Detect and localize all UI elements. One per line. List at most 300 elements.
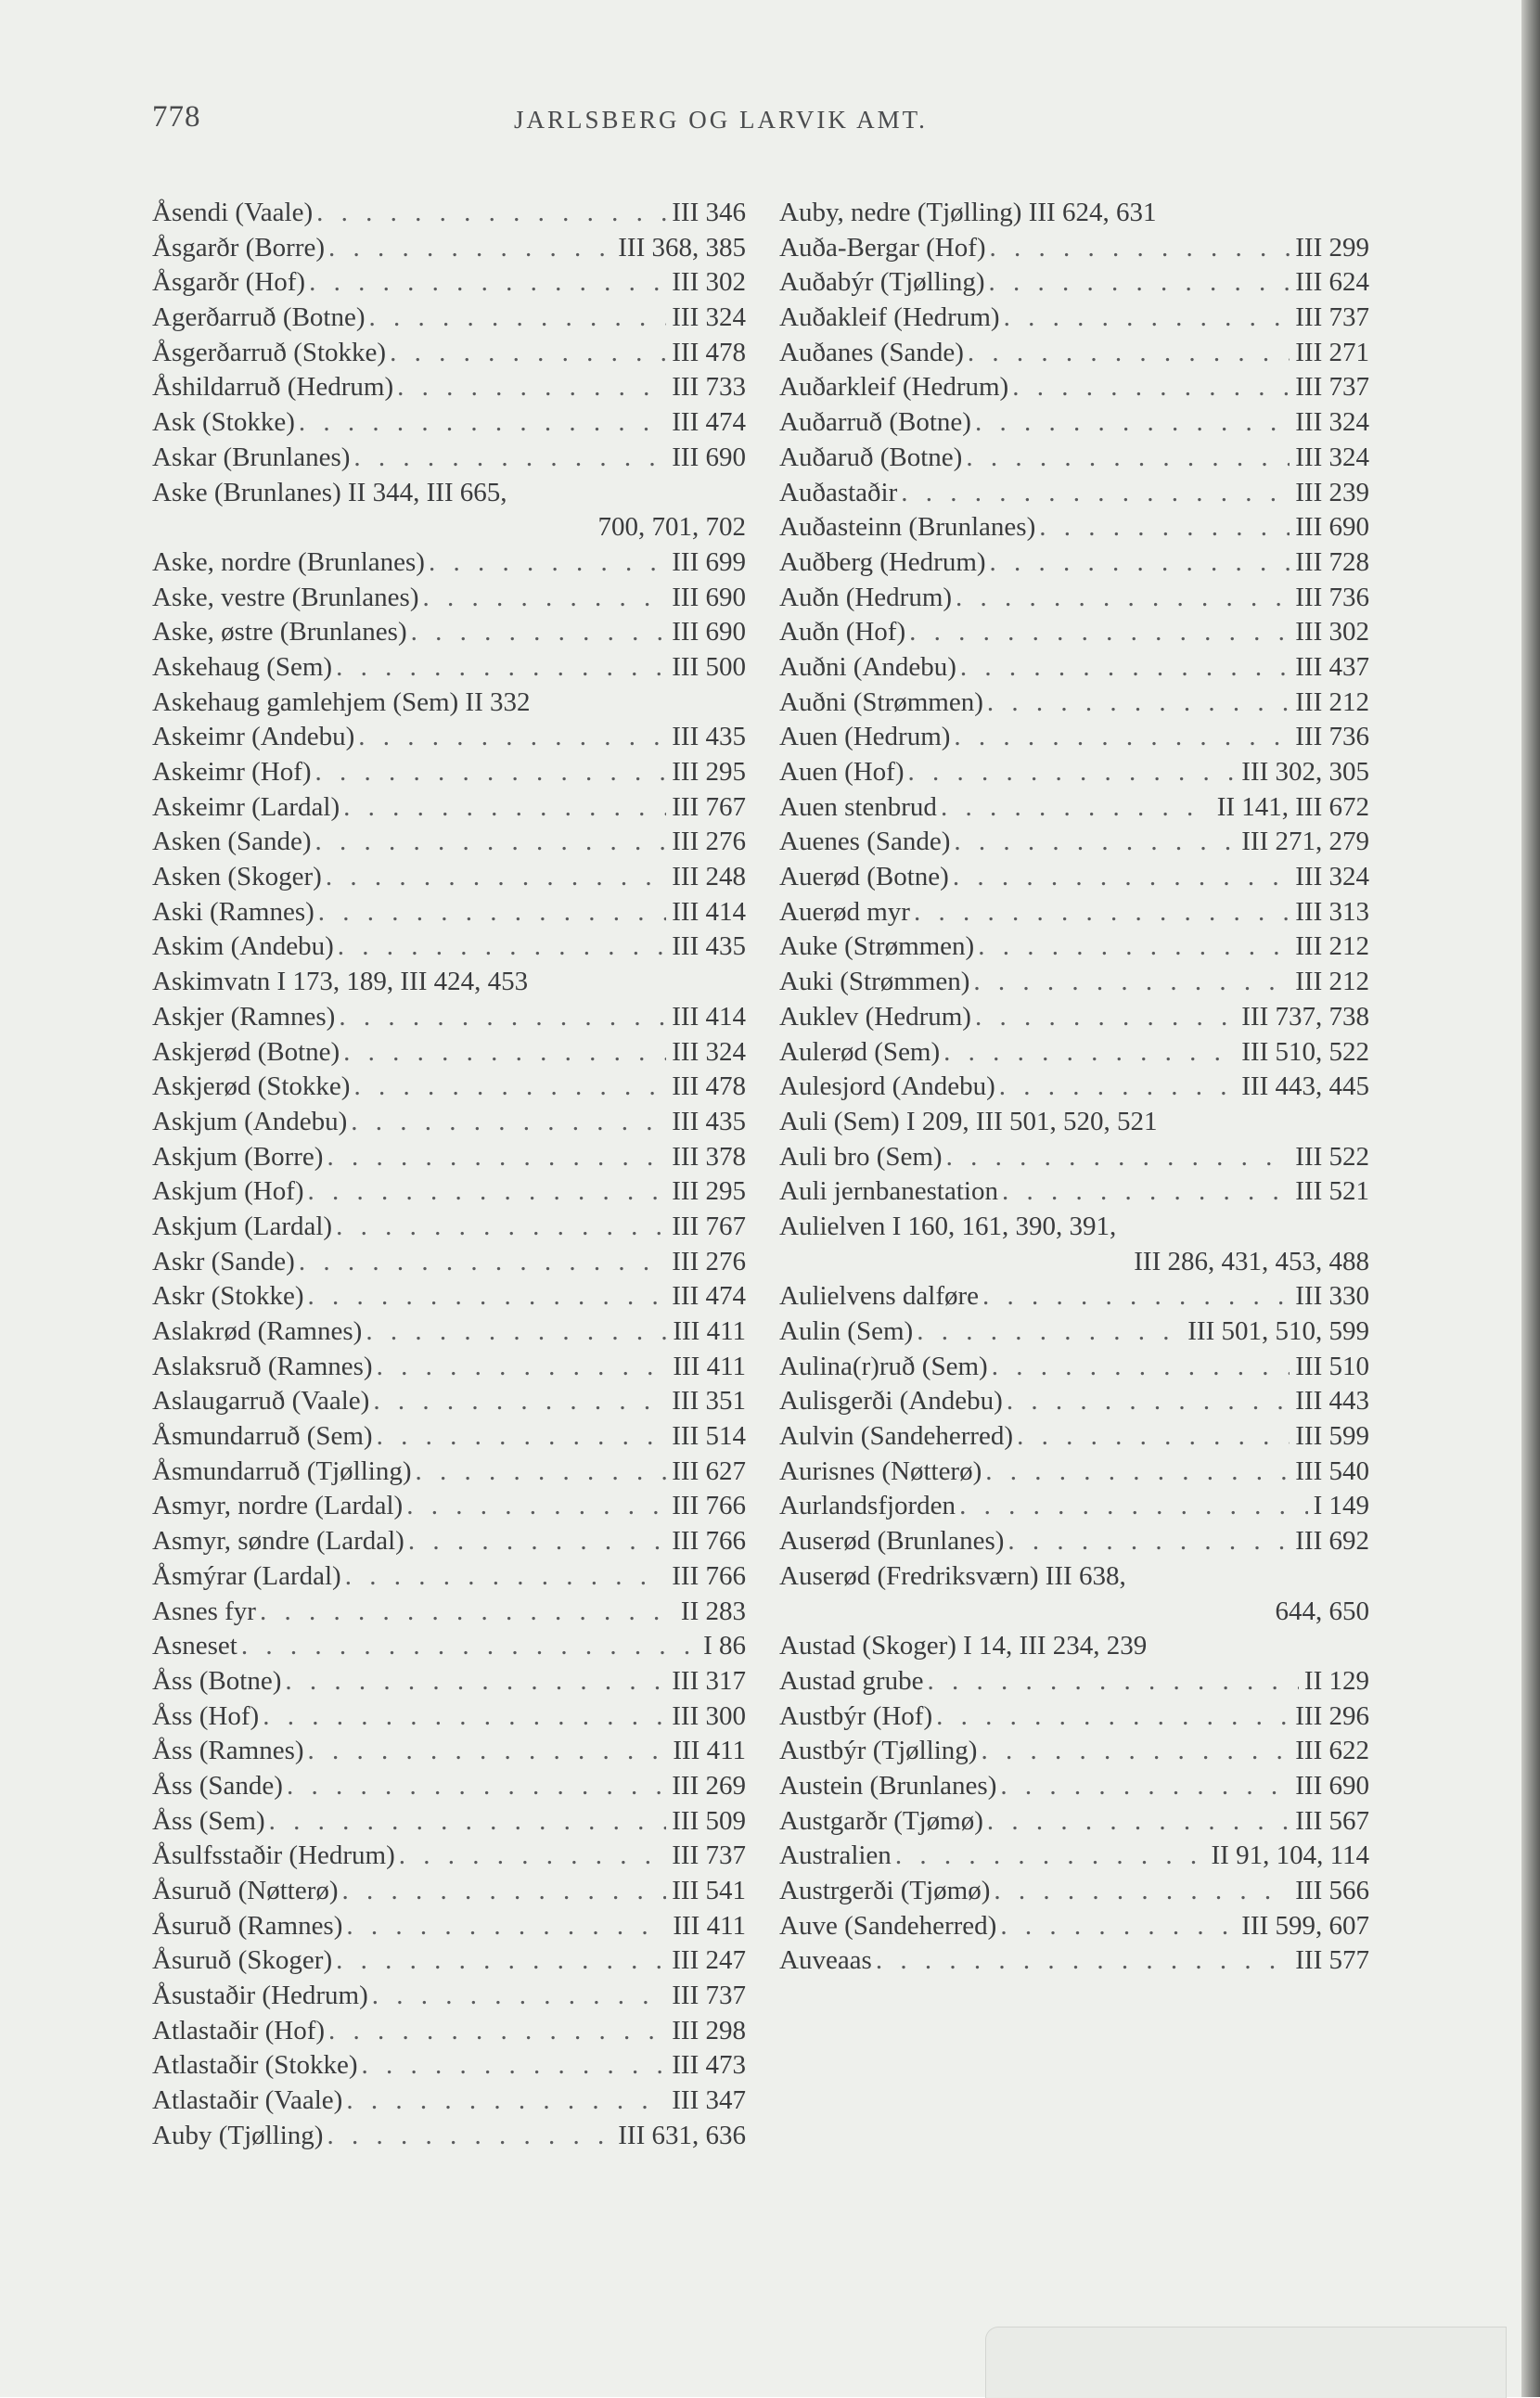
index-entry: [779, 1699, 1369, 1735]
entry-page-reference: III 767: [672, 1211, 746, 1241]
dot-leader: [345, 1559, 667, 1595]
index-entry: [779, 1384, 1369, 1419]
entry-page-reference: III 212: [1295, 686, 1369, 717]
index-entry: [152, 790, 746, 826]
dot-leader: [936, 1699, 1290, 1735]
entry-name: Auðn (Hof): [779, 617, 906, 648]
dot-leader: [269, 1804, 667, 1840]
dot-leader: [1017, 1419, 1290, 1455]
entry-name: Auða-Bergar (Hof): [779, 232, 986, 263]
index-entry: [779, 860, 1369, 895]
dot-leader: [954, 720, 1290, 755]
index-entry: [152, 825, 746, 860]
entry-page-reference: III 766: [672, 1491, 746, 1521]
index-entry: [779, 1140, 1369, 1175]
index-entry: [152, 895, 746, 930]
entry-name: Auen (Hof): [779, 757, 905, 787]
dot-leader: [960, 650, 1290, 686]
dot-leader: [408, 1524, 666, 1559]
entry-name: Åsulfsstaðir (Hedrum): [152, 1840, 395, 1871]
entry-name: Atlastaðir (Vaale): [152, 2085, 343, 2116]
entry-page-reference: III 313: [1295, 896, 1369, 927]
entry-page-reference: III 624: [1295, 267, 1369, 298]
entry-name: Austrgerði (Tjømø): [779, 1876, 991, 1905]
index-entry: [152, 965, 746, 1000]
entry-name: Askjerød (Stokke): [152, 1071, 351, 1102]
dot-leader: [876, 1943, 1290, 1979]
entry-page-reference: III 690: [672, 617, 746, 648]
entry-page-reference: III 514: [672, 1421, 746, 1452]
dot-leader: [327, 1140, 666, 1175]
index-entry: [152, 1839, 746, 1874]
entry-name: Auðaruð (Botne): [779, 442, 963, 472]
index-entry: [152, 2014, 746, 2049]
dot-leader: [994, 1874, 1290, 1909]
entry-page-reference: III 368, 385: [618, 232, 746, 263]
running-title: JARLSBERG OG LARVIK AMT.: [514, 106, 928, 134]
index-entry: [152, 301, 746, 336]
index-entry: [779, 895, 1369, 930]
entry-page-reference: III 474: [672, 1281, 746, 1312]
entry-page-reference: III 414: [672, 896, 746, 927]
index-entry: [152, 1000, 746, 1035]
entry-name: Askehaug gamlehjem (Sem) II 332: [152, 686, 531, 717]
index-entry: [152, 1314, 746, 1350]
entry-name: Askjer (Ramnes): [152, 1001, 336, 1032]
entry-name: Åss (Sande): [152, 1770, 283, 1801]
entry-page-reference: III 295: [672, 1176, 746, 1207]
entry-name: Auerød myr: [779, 896, 910, 927]
index-entry: [779, 1559, 1369, 1595]
index-entry: [779, 1489, 1369, 1524]
entry-page-reference: III 300: [672, 1700, 746, 1731]
entry-name: Åsgarðr (Borre): [152, 232, 326, 263]
entry-name: Åss (Hof): [152, 1700, 260, 1731]
index-entry: [152, 1524, 746, 1559]
index-entry: [152, 1350, 746, 1385]
dot-leader: [953, 860, 1290, 895]
entry-name: Austein (Brunlanes): [779, 1770, 997, 1801]
dot-leader: [941, 790, 1212, 826]
index-entry: [152, 1384, 746, 1419]
dot-leader: [373, 1384, 666, 1419]
entry-page-reference: III 302: [1295, 617, 1369, 648]
entry-page-reference: III 411: [673, 1351, 746, 1381]
dot-leader: [353, 1070, 666, 1105]
index-entry: [152, 1909, 746, 1944]
entry-page-reference: I 149: [1313, 1491, 1369, 1521]
entry-name: Åsgerðarruð (Stokke): [152, 337, 387, 367]
index-entry: [152, 1664, 746, 1699]
entry-name: Atlastaðir (Stokke): [152, 2050, 358, 2081]
entry-page-reference: 644, 650: [1275, 1596, 1369, 1626]
entry-name: Aulina(r)ruð (Sem): [779, 1351, 988, 1381]
entry-page-reference: III 567: [1295, 1805, 1369, 1836]
entry-name: Åsendi (Vaale): [152, 198, 314, 227]
entry-page-reference: III 443: [1295, 1386, 1369, 1417]
entry-page-reference: III 346: [672, 198, 746, 227]
index-entry: [152, 755, 746, 790]
index-entry: [779, 1804, 1369, 1840]
dot-leader: [1007, 1384, 1290, 1419]
entry-page-reference: III 414: [672, 1001, 746, 1032]
index-entry: [152, 265, 746, 301]
dot-leader: [342, 1874, 667, 1909]
dot-leader: [346, 1909, 667, 1944]
entry-name: Aulisgerði (Andebu): [779, 1386, 1003, 1417]
dot-leader: [308, 1279, 667, 1314]
entry-name: Aske, vestre (Brunlanes): [152, 582, 419, 612]
entry-page-reference: III 411: [673, 1316, 746, 1346]
index-entry: [152, 476, 746, 511]
dot-leader: [369, 301, 667, 336]
entry-name: Auðarruð (Botne): [779, 407, 971, 438]
index-entry: [152, 196, 746, 231]
entry-page-reference: III 622: [1295, 1736, 1369, 1766]
dot-leader: [917, 1314, 1182, 1350]
dot-leader: [909, 615, 1290, 650]
dot-leader: [975, 405, 1290, 441]
index-entry: [779, 686, 1369, 721]
dot-leader: [260, 1595, 675, 1630]
index-entry: [779, 1734, 1369, 1769]
index-entry: [779, 1909, 1369, 1944]
entry-page-reference: III 577: [1295, 1945, 1369, 1976]
entry-name: Aulielven I 160, 161, 390, 391,: [779, 1211, 1117, 1241]
entry-name: Auðanes (Sande): [779, 337, 964, 367]
entry-name: Asmyr, nordre (Lardal): [152, 1491, 404, 1521]
entry-page-reference: III 330: [1295, 1281, 1369, 1312]
entry-page-reference: III 276: [672, 1246, 746, 1276]
index-column-left: [152, 196, 746, 2154]
dot-leader: [361, 2048, 666, 2084]
entry-page-reference: II 283: [680, 1596, 746, 1626]
entry-name: Aski (Ramnes): [152, 896, 314, 927]
index-entry: [779, 231, 1369, 266]
entry-name: Auðni (Andebu): [779, 651, 956, 682]
entry-name: Auen stenbrud: [779, 791, 937, 822]
entry-page-reference: III 692: [1295, 1526, 1369, 1557]
entry-name: Ask (Stokke): [152, 407, 295, 438]
dot-leader: [1039, 510, 1290, 545]
index-entry: [152, 2084, 746, 2119]
entry-name: Aurlandsfjorden: [779, 1491, 956, 1521]
dot-leader: [263, 1699, 666, 1735]
dot-leader: [946, 1140, 1290, 1175]
entry-page-reference: III 212: [1295, 931, 1369, 962]
dot-leader: [968, 336, 1290, 371]
entry-page-reference: III 599: [1295, 1421, 1369, 1452]
entry-name: Auðni (Strømmen): [779, 686, 983, 717]
entry-page-reference: III 286, 431, 453, 488: [1134, 1246, 1369, 1276]
dot-leader: [992, 1350, 1290, 1385]
index-entry: [152, 581, 746, 616]
dot-leader: [901, 476, 1290, 511]
index-entry: [152, 231, 746, 266]
entry-name: Auli jernbanestation: [779, 1176, 998, 1207]
entry-name: Asken (Skoger): [152, 862, 322, 892]
dot-leader: [956, 581, 1290, 616]
index-entry: [779, 1874, 1369, 1909]
index-entry: [779, 1419, 1369, 1455]
dot-leader: [987, 686, 1290, 721]
index-entry: [779, 1210, 1369, 1245]
dot-leader: [328, 2014, 666, 2049]
entry-page-reference: III 736: [1295, 582, 1369, 612]
index-entry: [152, 1210, 746, 1245]
dot-leader: [411, 615, 667, 650]
entry-page-reference: III 510, 522: [1241, 1036, 1369, 1067]
entry-page-reference: III 443, 445: [1241, 1071, 1369, 1102]
entry-name: Auklev (Hedrum): [779, 1001, 971, 1032]
dot-leader: [1007, 1524, 1290, 1559]
entry-page-reference: III 435: [672, 1106, 746, 1136]
entry-page-reference: III 690: [1295, 1770, 1369, 1801]
entry-page-reference: III 247: [672, 1945, 746, 1976]
entry-name: Åss (Sem): [152, 1805, 265, 1836]
dot-leader: [241, 1629, 698, 1664]
page-header: [0, 100, 1521, 145]
dot-leader: [397, 370, 666, 405]
index-entry: [779, 265, 1369, 301]
dot-leader: [308, 1734, 668, 1769]
dot-leader: [351, 1105, 666, 1140]
index-entry: [779, 720, 1369, 755]
entry-page-reference: III 510: [1295, 1351, 1369, 1381]
index-entry: [152, 370, 746, 405]
index-entry: [779, 1455, 1369, 1490]
entry-page-reference: III 541: [672, 1876, 746, 1905]
dot-leader: [336, 1210, 666, 1245]
dot-leader: [907, 755, 1236, 790]
dot-leader: [990, 231, 1290, 266]
entry-name: Aulesjord (Andebu): [779, 1071, 995, 1102]
entry-name: Åsuruð (Nøtterø): [152, 1876, 339, 1905]
entry-page-reference: III 522: [1295, 1141, 1369, 1172]
dot-leader: [914, 895, 1290, 930]
entry-name: Austgarðr (Tjømø): [779, 1805, 983, 1836]
page-corner-shadow: [985, 2327, 1507, 2398]
entry-page-reference: III 347: [672, 2085, 746, 2116]
entry-page-reference: III 766: [672, 1560, 746, 1591]
entry-name: Auveaas: [779, 1945, 872, 1976]
dot-leader: [975, 1000, 1236, 1035]
entry-page-reference: III 474: [672, 407, 746, 438]
dot-leader: [959, 1489, 1308, 1524]
index-entry: [779, 301, 1369, 336]
entry-page-reference: III 509: [672, 1805, 746, 1836]
entry-page-reference: III 728: [1295, 546, 1369, 577]
entry-name: Auli (Sem) I 209, III 501, 520, 521: [779, 1106, 1158, 1136]
entry-name: Askjum (Borre): [152, 1141, 324, 1172]
dot-leader: [339, 1000, 666, 1035]
index-entry: [152, 650, 746, 686]
entry-page-reference: III 324: [1295, 442, 1369, 472]
index-entry: [779, 1595, 1369, 1630]
index-entry: [779, 1314, 1369, 1350]
dot-leader: [978, 930, 1290, 965]
entry-page-reference: III 317: [672, 1665, 746, 1696]
dot-leader: [336, 650, 666, 686]
entry-name: Aske (Brunlanes) II 344, III 665,: [152, 477, 507, 507]
entry-name: Åsustaðir (Hedrum): [152, 1981, 368, 2011]
entry-page-reference: III 269: [672, 1770, 746, 1801]
dot-leader: [366, 1314, 667, 1350]
index-entry: [152, 686, 746, 721]
index-entry: [152, 1174, 746, 1210]
entry-name: Åsgarðr (Hof): [152, 267, 306, 298]
entry-name: Aslaugarruð (Vaale): [152, 1386, 370, 1417]
index-entry: [152, 336, 746, 371]
index-entry: [152, 1489, 746, 1524]
index-entry: [152, 1769, 746, 1804]
entry-name: Auðarkleif (Hedrum): [779, 372, 1009, 403]
entry-name: Atlastaðir (Hof): [152, 2015, 326, 2045]
index-entry: [779, 1629, 1369, 1664]
index-entry: [779, 1769, 1369, 1804]
index-entry: [152, 1419, 746, 1455]
entry-name: Auke (Strømmen): [779, 931, 975, 962]
entry-page-reference: III 435: [672, 931, 746, 962]
entry-name: Aske, nordre (Brunlanes): [152, 546, 425, 577]
entry-name: Aulerød (Sem): [779, 1036, 941, 1067]
dot-leader: [326, 860, 666, 895]
index-entry: [152, 1559, 746, 1595]
index-entry: [152, 1629, 746, 1664]
entry-name: Auen (Hedrum): [779, 722, 951, 752]
dot-leader: [315, 755, 667, 790]
entry-name: Austad (Skoger) I 14, III 234, 239: [779, 1631, 1148, 1661]
entry-page-reference: III 478: [672, 1071, 746, 1102]
dot-leader: [987, 1804, 1290, 1840]
entry-page-reference: III 478: [672, 337, 746, 367]
entry-page-reference: III 627: [672, 1455, 746, 1486]
entry-name: Aurisnes (Nøtterø): [779, 1455, 982, 1486]
index-entry: [779, 755, 1369, 790]
entry-page-reference: III 296: [1295, 1700, 1369, 1731]
dot-leader: [1012, 370, 1290, 405]
index-entry: [779, 196, 1369, 231]
entry-name: Auerød (Botne): [779, 862, 949, 892]
dot-leader: [966, 441, 1290, 476]
dot-leader: [1004, 301, 1290, 336]
entry-name: Auðakleif (Hedrum): [779, 302, 1000, 333]
dot-leader: [328, 231, 612, 266]
dot-leader: [336, 1943, 666, 1979]
entry-name: Austbýr (Tjølling): [779, 1736, 978, 1766]
entry-name: Aske, østre (Brunlanes): [152, 617, 407, 648]
dot-leader: [338, 930, 667, 965]
index-entry: [779, 1350, 1369, 1385]
entry-name: Askjum (Lardal): [152, 1211, 333, 1241]
index-entry: [152, 1804, 746, 1840]
index-entry: [779, 1245, 1369, 1280]
dot-leader: [423, 581, 667, 616]
entry-name: Askeimr (Andebu): [152, 722, 355, 752]
entry-name: Askjerød (Botne): [152, 1036, 340, 1067]
entry-name: Askeimr (Lardal): [152, 791, 340, 822]
dot-leader: [406, 1489, 666, 1524]
entry-page-reference: II 91, 104, 114: [1211, 1840, 1369, 1871]
index-entry: [152, 1874, 746, 1909]
index-entry: [779, 405, 1369, 441]
entry-page-reference: III 736: [1295, 722, 1369, 752]
entry-name: Auki (Strømmen): [779, 967, 970, 997]
entry-name: Askr (Sande): [152, 1246, 295, 1276]
dot-leader: [309, 265, 666, 301]
entry-name: Askjum (Hof): [152, 1176, 304, 1207]
dot-leader: [973, 965, 1290, 1000]
entry-name: Aslaksruð (Ramnes): [152, 1351, 373, 1381]
index-entry: [779, 1035, 1369, 1071]
index-entry: [152, 2119, 746, 2154]
entry-page-reference: III 271, 279: [1241, 827, 1369, 857]
entry-name: Åss (Botne): [152, 1665, 282, 1696]
dot-leader: [1000, 1909, 1236, 1944]
dot-leader: [343, 1035, 666, 1071]
entry-page-reference: III 737, 738: [1241, 1001, 1369, 1032]
entry-name: Australien: [779, 1840, 892, 1871]
entry-name: Åss (Ramnes): [152, 1736, 304, 1766]
entry-page-reference: III 271: [1295, 337, 1369, 367]
entry-name: Austad grube: [779, 1665, 924, 1696]
entry-name: Auby (Tjølling): [152, 2120, 324, 2150]
dot-leader: [287, 1769, 666, 1804]
dot-leader: [982, 1279, 1290, 1314]
dot-leader: [377, 1419, 667, 1455]
entry-page-reference: III 324: [672, 1036, 746, 1067]
index-entry: [152, 510, 746, 545]
dot-leader: [372, 1979, 667, 2014]
entry-name: Auðberg (Hedrum): [779, 546, 986, 577]
entry-page-reference: III 302: [672, 267, 746, 298]
entry-page-reference: 700, 701, 702: [597, 512, 746, 543]
entry-page-reference: III 324: [1295, 862, 1369, 892]
index-entry: [152, 405, 746, 441]
dot-leader: [429, 545, 666, 581]
index-entry: [152, 1943, 746, 1979]
entry-page-reference: III 690: [672, 582, 746, 612]
dot-leader: [316, 196, 666, 231]
index-entry: [779, 1839, 1369, 1874]
dot-leader: [415, 1455, 666, 1490]
entry-page-reference: III 473: [672, 2050, 746, 2081]
index-entry: [779, 441, 1369, 476]
entry-name: Auðn (Hedrum): [779, 582, 953, 612]
entry-name: Auserød (Fredriksværn) III 638,: [779, 1560, 1126, 1591]
entry-name: Auðastaðir: [779, 477, 898, 507]
dot-leader: [1002, 1174, 1290, 1210]
index-entry: [152, 720, 746, 755]
dot-leader: [327, 2119, 612, 2154]
dot-leader: [895, 1839, 1206, 1874]
index-entry: [152, 1035, 746, 1071]
entry-page-reference: III 295: [672, 757, 746, 787]
entry-page-reference: III 435: [672, 722, 746, 752]
entry-page-reference: III 351: [672, 1386, 746, 1417]
index-entry: [779, 1664, 1369, 1699]
entry-name: Aslakrød (Ramnes): [152, 1316, 363, 1346]
entry-name: Askimvatn I 173, 189, III 424, 453: [152, 967, 529, 997]
index-entry: [152, 1245, 746, 1280]
entry-name: Agerðarruð (Botne): [152, 302, 366, 333]
entry-name: Åsuruð (Skoger): [152, 1945, 333, 1976]
entry-name: Åsmundarruð (Tjølling): [152, 1455, 412, 1486]
entry-page-reference: III 248: [672, 862, 746, 892]
index-entry: [779, 1174, 1369, 1210]
entry-page-reference: III 521: [1295, 1176, 1369, 1207]
dot-leader: [999, 1070, 1237, 1105]
